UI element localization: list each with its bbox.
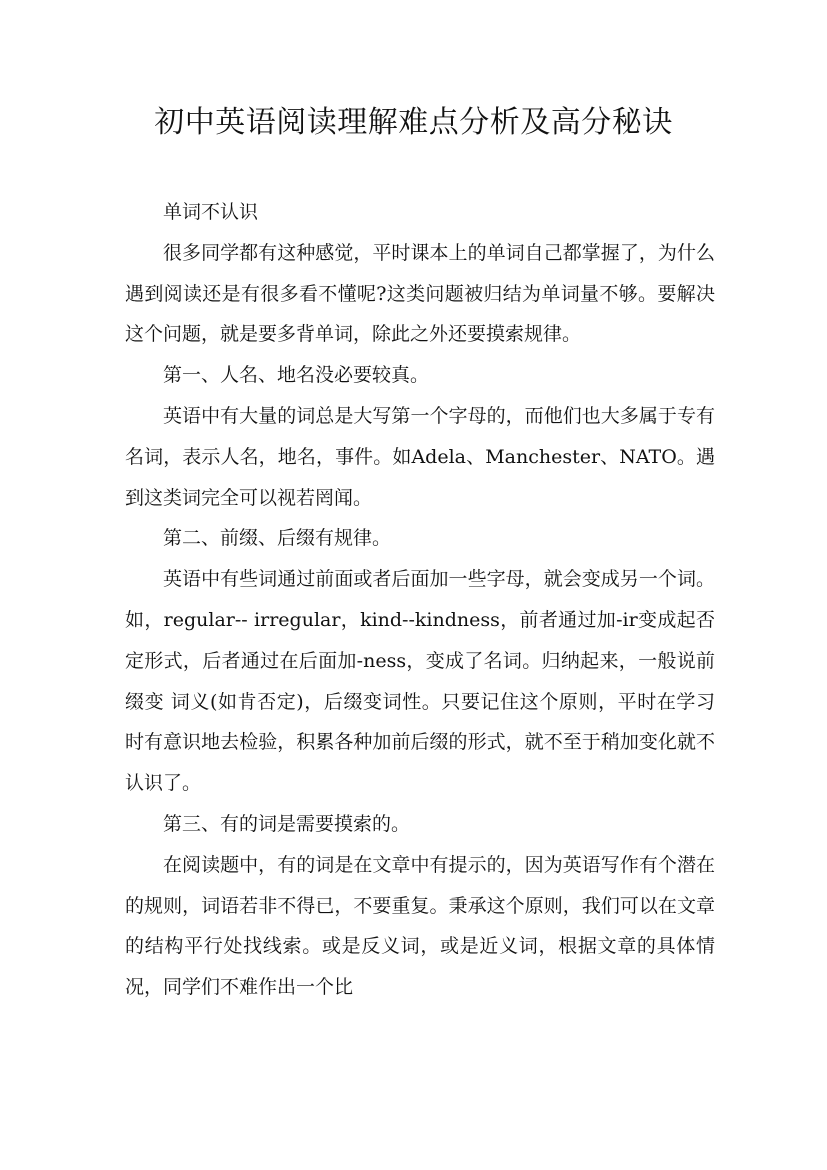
section-heading-context: 第三、有的词是需要摸索的。	[163, 812, 411, 835]
body-paragraph-names: 英语中有大量的词总是大写第一个字母的，而他们也大多属于专有名词，表示人名，地名，事件。如Adela、Manchester、NATO。遇到这类词完全可以视若罔闻。	[125, 404, 715, 509]
document-body	[125, 192, 715, 1008]
body-paragraph-affixes: 英语中有些词通过前面或者后面加一些字母，就会变成另一个词。如，regular-- irregular，kind--kindness，前者通过加-ir变成起否定形式，后者通过在后面加-ness，变成了名词。归纳起来，一般说前缀变 词义(如肯否定)，后缀变词性。只要记住这个原则，平时在学习时有意识地去检验，积累各种加前后缀的形式，就不至于稍加变化就不认识了。	[125, 568, 715, 795]
section-heading-unknown-words: 单词不认识	[163, 201, 259, 223]
body-paragraph-context: 在阅读题中，有的词是在文章中有提示的，因为英语写作有个潜在的规则，词语若非不得已，不要重复。秉承这个原则，我们可以在文章的结构平行处找线索。或是反义词，或是近义词，根据文章的具体情况，同学们不难作出一个比	[125, 853, 715, 999]
section-heading-affixes: 第二、前缀、后缀有规律。	[163, 527, 392, 550]
body-paragraph-intro: 很多同学都有这种感觉，平时课本上的单词自己都掌握了，为什么遇到阅读还是有很多看不懂呢?这类问题被归结为单词量不够。要解决这个问题，就是要多背单词，除此之外还要摸索规律。	[125, 241, 715, 346]
section-heading-names: 第一、人名、地名没必要较真。	[163, 364, 430, 387]
document-title: 初中英语阅读理解难点分析及高分秘诀	[154, 105, 673, 140]
